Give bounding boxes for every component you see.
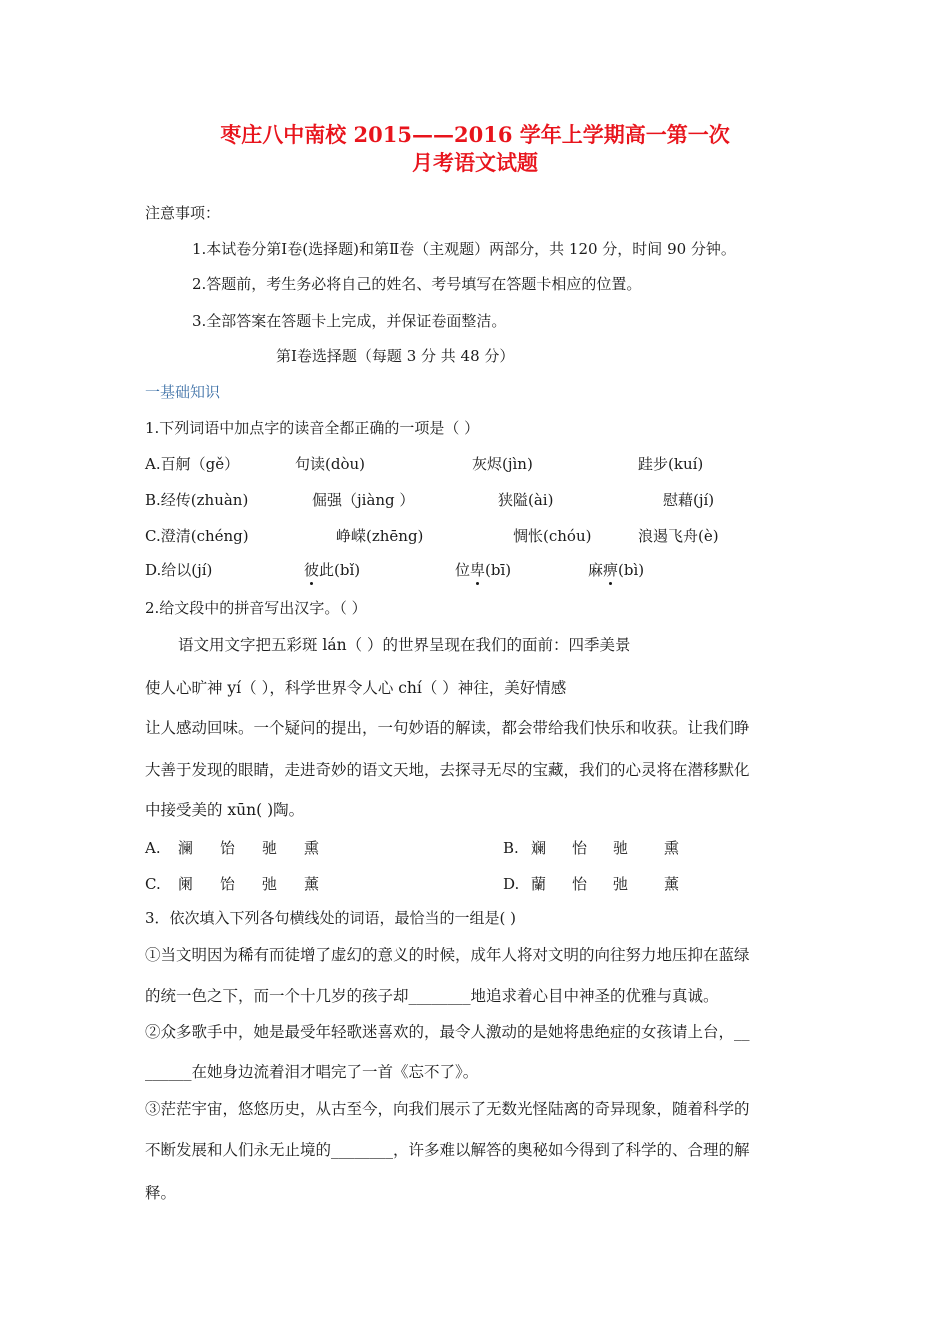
exam-title-line-1: 枣庄八中南校 2015——2016 学年上学期高一第一次 (220, 122, 730, 147)
q2-passage-line-2: 使人心旷神 yí（ ），科学世界令人心 chí（ ）神往，美好情感 (145, 679, 567, 697)
notice-item-1: 1.本试卷分第Ⅰ卷(选择题)和第Ⅱ卷（主观题）两部分，共 120 分，时间 90 分钟。 (192, 240, 736, 258)
q1-option-c-item-1: C.澄清(chéng) (145, 527, 249, 545)
q2-option-b-char-1: 斓 (531, 839, 547, 857)
q2-option-c-letter: C. (145, 875, 161, 893)
emphasis-dot (304, 578, 319, 580)
q3-line-5: ③茫茫宇宙，悠悠历史，从古至今，向我们展示了无数光怪陆离的奇异现象，随着科学的 (145, 1100, 750, 1118)
q3-line-3: ②众多歌手中，她是最受年轻歌迷喜欢的，最令人激动的是她将患绝症的女孩请上台，__ (145, 1023, 750, 1041)
q2-passage-line-4: 大善于发现的眼睛，走进奇妙的语文天地，去探寻无尽的宝藏，我们的心灵将在潜移默化 (145, 761, 750, 779)
q1-option-a-item-4: 跬步(kuí) (638, 455, 704, 473)
q2-option-a-char-1: 澜 (178, 839, 194, 857)
q1-option-b-item-4: 慰藉(jí) (663, 491, 715, 509)
q2-passage-line-5: 中接受美的 xūn( )陶。 (145, 801, 305, 819)
q2-option-c-char-3: 弛 (262, 875, 278, 893)
q1-option-d-item-1: D.给以(jí) (145, 561, 213, 579)
q1-option-c-item-3: 惆怅(chóu) (513, 527, 592, 545)
q2-option-d-char-1: 蘭 (531, 875, 547, 893)
q1-option-d-item-2: 彼此(bǐ) (304, 561, 361, 579)
q2-option-c-char-2: 饴 (220, 875, 236, 893)
q3-line-1: ①当文明因为稀有而徒增了虚幻的意义的时候，成年人将对文明的向往努力地压抑在蓝绿 (145, 946, 750, 964)
q1-option-a-item-1: A.百舸（gě） (145, 455, 240, 473)
q3-line-4: ______在她身边流着泪才唱完了一首《忘不了》。 (145, 1063, 479, 1081)
q1-option-a-item-3: 灰烬(jìn) (472, 455, 533, 473)
q1-option-b-item-1: B.经传(zhuàn) (145, 491, 249, 509)
notice-item-3: 3.全部答案在答题卡上完成，并保证卷面整洁。 (192, 312, 507, 330)
notice-heading: 注意事项： (145, 204, 221, 222)
section-heading-basic-knowledge: 一基础知识 (145, 383, 221, 401)
q3-stem: 3．依次填入下列各句横线处的词语，最恰当的一组是( ) (145, 909, 517, 927)
q3-line-7: 释。 (145, 1184, 177, 1202)
emphasis-dot (603, 578, 618, 580)
q2-option-c-char-4: 薰 (304, 875, 320, 893)
q1-option-d-item-4: 麻痹(bì) (588, 561, 645, 579)
q1-option-c-item-2: 峥嵘(zhēng) (336, 527, 424, 545)
q2-option-a-letter: A. (145, 839, 161, 857)
q2-option-c-char-1: 阑 (178, 875, 194, 893)
q1-option-d-item-3: 位卑(bī) (455, 561, 512, 579)
q1-option-a-item-2: 句读(dòu) (295, 455, 365, 473)
exam-title-line-2: 月考语文试题 (412, 150, 538, 175)
q2-passage-line-3: 让人感动回味。一个疑问的提出，一句妙语的解读，都会带给我们快乐和收获。让我们睁 (145, 719, 750, 737)
emphasis-dot (470, 578, 485, 580)
q2-option-b-char-2: 怡 (572, 839, 588, 857)
q2-option-b-char-3: 驰 (613, 839, 629, 857)
q1-option-b-item-3: 狭隘(ài) (498, 491, 554, 509)
q1-option-b-item-2: 倔强（jiàng ） (312, 491, 415, 509)
q2-option-a-char-3: 驰 (262, 839, 278, 857)
q2-option-a-char-2: 饴 (220, 839, 236, 857)
q2-option-b-char-4: 熏 (664, 839, 680, 857)
q3-line-2: 的统一色之下，而一个十几岁的孩子却________地追求着心目中神圣的优雅与真诚。 (145, 987, 719, 1005)
q3-line-6: 不断发展和人们永无止境的________，许多难以解答的奥秘如今得到了科学的、合理的解 (145, 1141, 750, 1159)
q2-option-d-char-2: 怡 (572, 875, 588, 893)
q2-passage-line-1: 语文用文字把五彩斑 lán（ ）的世界呈现在我们的面前：四季美景 (178, 636, 631, 654)
q2-stem: 2.给文段中的拼音写出汉字。（ ） (145, 599, 367, 617)
q2-option-d-char-3: 弛 (613, 875, 629, 893)
q2-option-a-char-4: 熏 (304, 839, 320, 857)
q2-option-b-letter: B. (503, 839, 519, 857)
q2-option-d-char-4: 薰 (664, 875, 680, 893)
q2-option-d-letter: D. (503, 875, 520, 893)
notice-item-2: 2.答题前，考生务必将自己的姓名、考号填写在答题卡相应的位置。 (192, 275, 642, 293)
part1-heading: 第Ⅰ卷选择题（每题 3 分 共 48 分） (276, 347, 515, 365)
q1-stem: 1.下列词语中加点字的读音全都正确的一项是（ ） (145, 419, 480, 437)
q1-option-c-item-4: 浪遏飞舟(è) (638, 527, 719, 545)
